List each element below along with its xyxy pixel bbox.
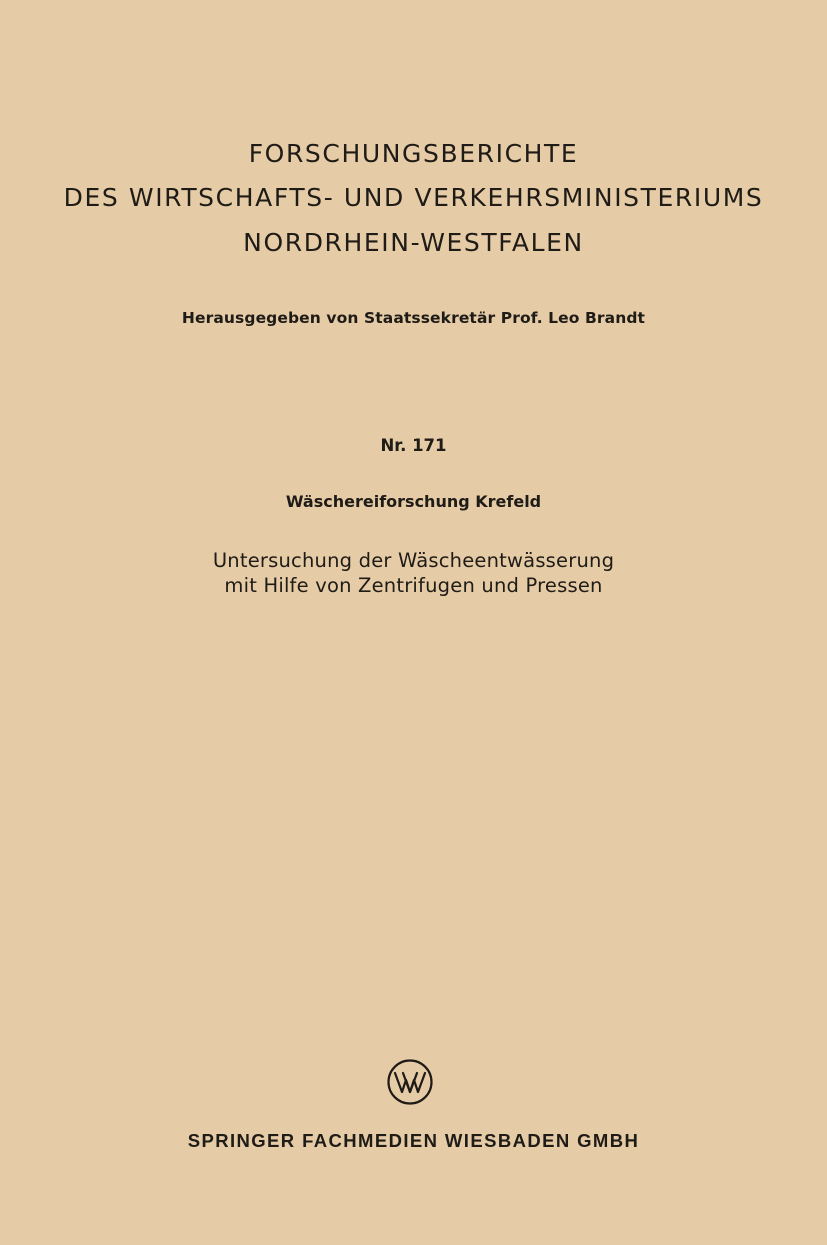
author: Wäschereiforschung Krefeld bbox=[285, 492, 542, 511]
volume-number: Nr. 171 bbox=[380, 436, 447, 455]
editor-credit: Herausgegeben von Staatssekretär Prof. Leo Brandt bbox=[181, 309, 646, 327]
book-title-line-1: Untersuchung der Wäscheentwässerung bbox=[212, 549, 615, 572]
series-title-line-2: DES WIRTSCHAFTS- UND VERKEHRSMINISTERIUMS bbox=[63, 183, 764, 212]
springer-vw-logo-icon bbox=[386, 1058, 434, 1106]
publisher-name: SPRINGER FACHMEDIEN WIESBADEN GMBH bbox=[187, 1130, 640, 1151]
series-title-line-3: NORDRHEIN-WESTFALEN bbox=[243, 228, 584, 257]
book-title-line-2: mit Hilfe von Zentrifugen und Pressen bbox=[224, 574, 603, 597]
series-title-line-1: FORSCHUNGSBERICHTE bbox=[248, 139, 579, 168]
